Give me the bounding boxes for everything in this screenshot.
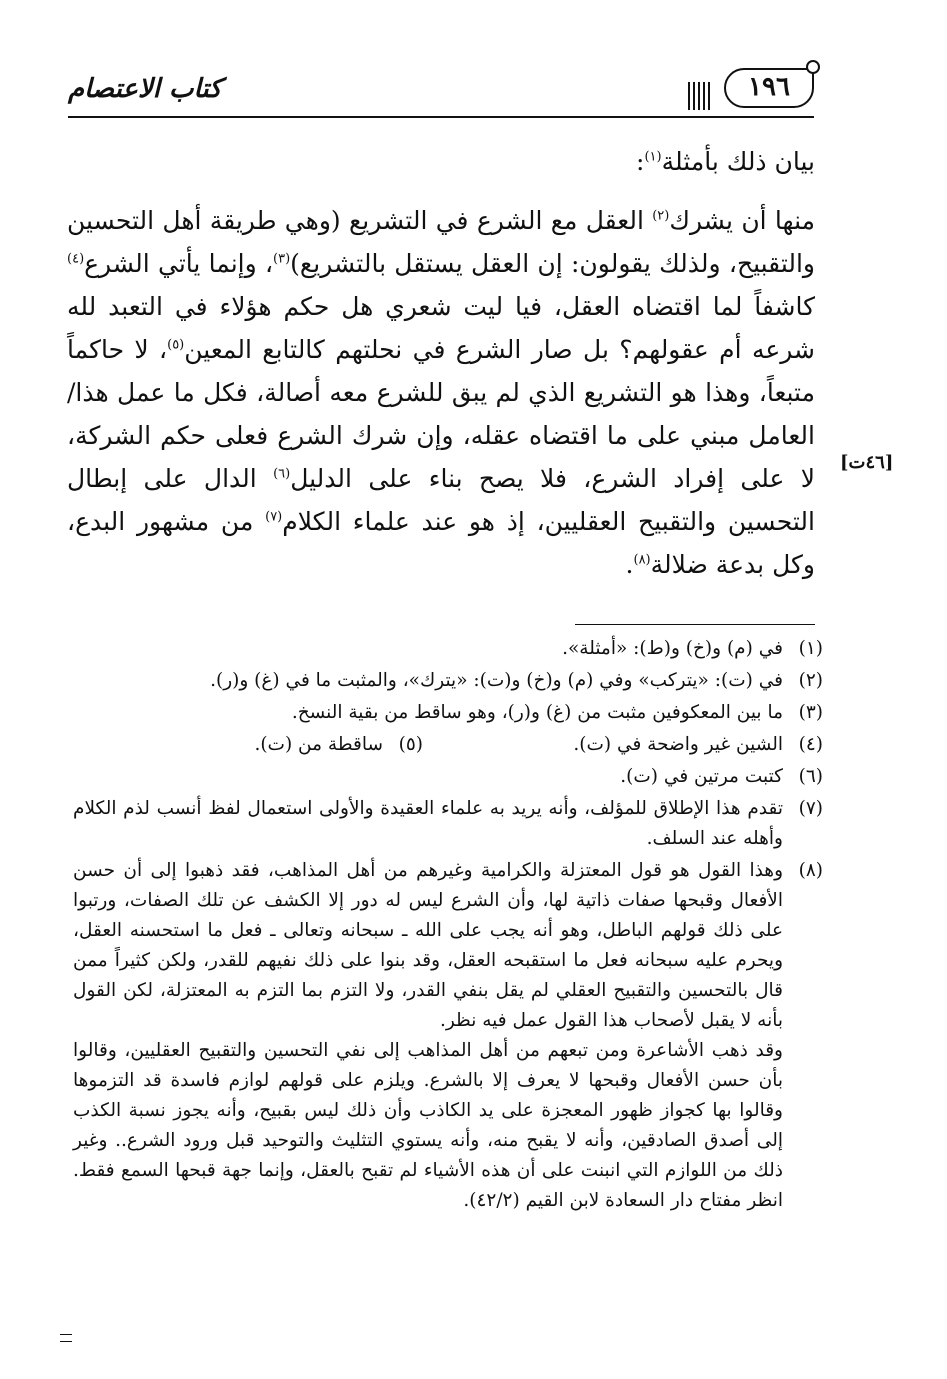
footnote-text: الشين غير واضحة في (ت). bbox=[573, 734, 783, 755]
footnote-ref-4[interactable]: (٤) bbox=[67, 251, 85, 267]
footnote-number-secondary: (٥) bbox=[398, 734, 423, 755]
footnote-text: تقدم هذا الإطلاق للمؤلف، وأنه يريد به علماء العقيدة والأولى استعمال لفظ أنسب لذم الكلام وأهله عند السلف. bbox=[73, 798, 783, 849]
text-segment-4: كاشفاً لما اقتضاه العقل، فيا ليت شعري هل حكم هؤلاء في التعبد لله شرعه أم عقولهم؟ بل صار الشرع في نحلتهم كالتابع المعين bbox=[67, 292, 816, 364]
page-number: ١٩٦ bbox=[748, 72, 790, 102]
text-segment-3: ، وإنما يأتي الشرع bbox=[84, 249, 274, 278]
manuscript-margin-note: [٤٦ت] bbox=[840, 452, 894, 473]
footnote-number: (٨) bbox=[798, 860, 823, 881]
footnote-number: (٦) bbox=[798, 766, 823, 787]
footnote-ref-5[interactable]: (٥) bbox=[167, 337, 185, 353]
bottom-page-mark bbox=[60, 1334, 72, 1342]
footnote-text: في (م) و(خ) و(ط): «أمثلة». bbox=[562, 638, 783, 659]
footnote-number: (٤) bbox=[798, 734, 823, 755]
footnote-ref-2[interactable]: (٢) bbox=[652, 208, 670, 224]
footnote-ref-1[interactable]: (١) bbox=[644, 149, 662, 165]
footnote-text: ما بين المعكوفين مثبت من (غ) و(ر)، وهو ساقط من بقية النسخ. bbox=[291, 702, 783, 723]
text-segment-6: الدال على إبطال التحسين والتقبيح العقليين، إذ هو عند علماء الكلام bbox=[67, 464, 815, 536]
footnote-text: وهذا القول هو قول المعتزلة والكرامية وغيرهم من أهل المذاهب، فقد ذهبوا إلى أن حسن الأفعال وقبحها صفات ذاتية لها، وأن الشرع ليس له دور إلا الكشف عن تلك الصفات، ورتبوا على ذلك قولهم الباطل، وهو أنه يجب على الله ـ سبحانه وتعالى ـ فعل ما استحسنه العقل، ويحرم عليه سبحانه فعل ما استقبحه العقل، وقد بنوا على ذلك نفيهم للقدر، ولكن كثيراً ممن قال بالتحسين والتقبيح العقلي لم يقل بنفي القدر، ولا التزم بما التزم به المعتزلة، لكن القول بأنه لا يقبل لأصحاب هذا القول عمل فيه نظر. bbox=[73, 860, 783, 1031]
header-ornament-stripes bbox=[686, 82, 710, 110]
footnote-ref-7[interactable]: (٧) bbox=[265, 509, 283, 525]
footnote-2 bbox=[73, 666, 823, 696]
text-segment-7: من مشهور البدع، وكل بدعة ضلالة bbox=[67, 507, 815, 579]
footnote-number: (١) bbox=[798, 638, 823, 659]
page-number-frame bbox=[714, 60, 814, 112]
footnote-ref-6[interactable]: (٦) bbox=[273, 466, 291, 482]
main-paragraph bbox=[67, 199, 815, 586]
footnote-ref-3[interactable]: (٣) bbox=[273, 251, 291, 267]
footnote-text-secondary: ساقطة من (ت). bbox=[254, 734, 383, 755]
footnote-7 bbox=[73, 794, 823, 854]
footnote-1 bbox=[73, 634, 823, 664]
footnote-4-5 bbox=[73, 730, 823, 760]
header-rule bbox=[68, 116, 814, 118]
intro-line bbox=[67, 140, 815, 183]
ornament-dot bbox=[806, 60, 820, 74]
text-segment-8: . bbox=[625, 550, 634, 579]
text-segment-1: منها أن يشرك bbox=[669, 206, 816, 235]
footnote-text: كتبت مرتين في (ت). bbox=[620, 766, 783, 787]
footnote-3 bbox=[73, 698, 823, 728]
footnote-8 bbox=[73, 856, 823, 1216]
footnote-number: (٣) bbox=[798, 702, 823, 723]
footnote-6 bbox=[73, 762, 823, 792]
footnote-text-continued: وقد ذهب الأشاعرة ومن تبعهم من أهل المذاهب إلى نفي التحسين والتقبيح العقليين، وقالوا بأن حسن الأفعال وقبحها لا يعرف إلا بالشرع. ويلزم على قولهم لوازم فاسدة قد التزموها وقالوا بها كجواز ظهور المعجزة على يد الكاذب وأن ذلك ليس بقبيح، وأنه يجوز نسبة الكذب إلى أصدق الصادقين، وأنه لا يقبح منه، وأنه يستوي التثليث والتوحيد قبل ورود الشرع.. وغير ذلك من اللوازم التي انبنت على أن هذه الأشياء لم تقبح بالعقل، وإنما جهة قبحها السمع فقط. انظر مفتاح دار السعادة لابن القيم (٤٢/٢). bbox=[73, 1040, 783, 1211]
main-text bbox=[67, 140, 815, 586]
intro-colon: : bbox=[636, 147, 645, 176]
footnote-number: (٢) bbox=[798, 670, 823, 691]
footnotes bbox=[73, 634, 823, 1218]
footnote-ref-8[interactable]: (٨) bbox=[633, 552, 651, 568]
text-segment-2: العقل مع الشرع في التشريع (وهي طريقة أهل التحسين والتقبيح، ولذلك يقولون: إن العقل يستقل بالتشريع) bbox=[67, 206, 815, 278]
text-segment-5: ، لا حاكماً متبعاً، وهذا هو التشريع الذي لم يبق للشرع معه أصالة، فكل ما عمل هذا/ العامل مبني على ما اقتضاه عقله، وإن شرك الشرع فعلى حكم الشركة، لا على إفراد الشرع، فلا يصح بناء على الدليل bbox=[67, 335, 816, 493]
footnote-body bbox=[73, 856, 783, 1216]
book-title: كتاب الاعتصام bbox=[68, 74, 222, 104]
footnote-split-row bbox=[73, 730, 783, 760]
footnote-separator bbox=[575, 624, 815, 625]
page-header bbox=[68, 60, 814, 124]
footnote-text: في (ت): «يتركب» وفي (م) و(خ) و(ت): «يترك»، والمثبت ما في (غ) و(ر). bbox=[210, 670, 783, 691]
intro-text: بيان ذلك بأمثلة bbox=[661, 147, 815, 176]
footnote-number: (٧) bbox=[798, 798, 823, 819]
